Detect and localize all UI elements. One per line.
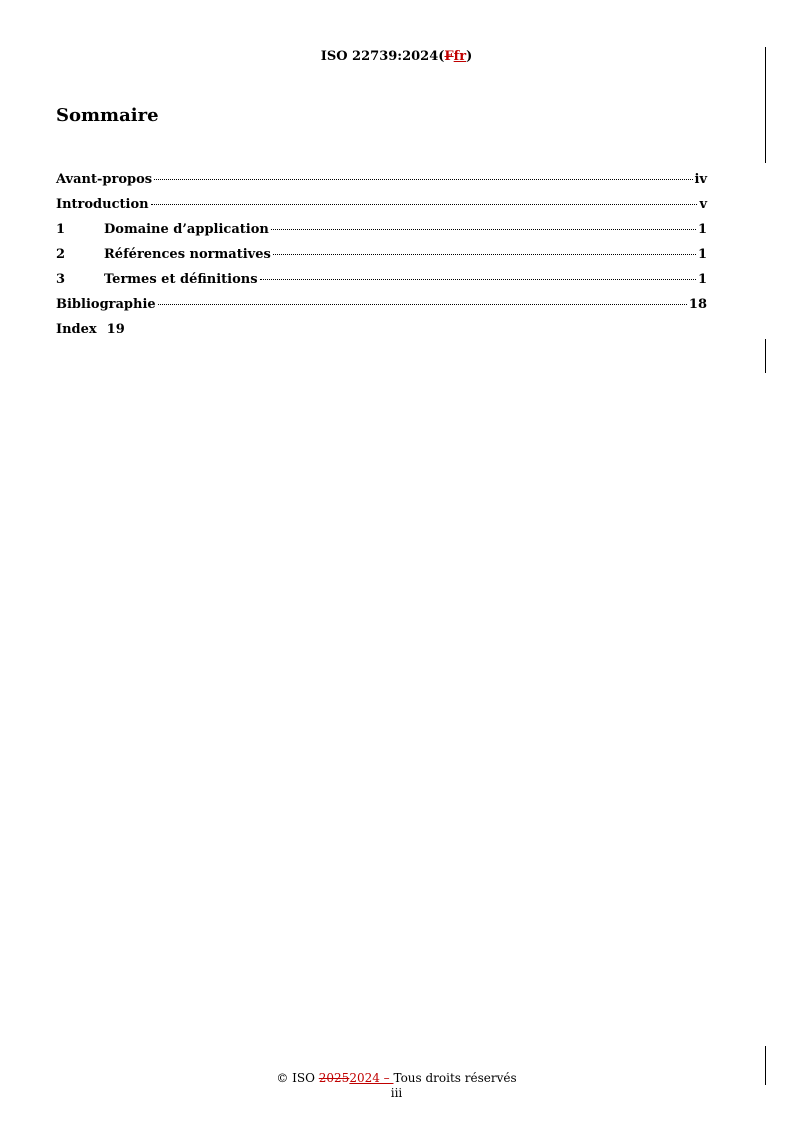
toc-label: Introduction — [56, 197, 149, 212]
toc-label: Avant-propos — [56, 172, 153, 187]
page-title: Sommaire — [56, 105, 159, 126]
toc-leader-dots — [260, 279, 696, 280]
toc-page-number: iv — [694, 172, 707, 187]
toc-page-number: 1 — [697, 222, 707, 237]
toc-leader-dots — [151, 204, 698, 205]
toc-entry-bibliographie[interactable] — [56, 297, 707, 322]
toc-entry-introduction[interactable] — [56, 197, 707, 222]
toc-entry-clause-3[interactable] — [56, 272, 707, 297]
toc-label: Bibliographie — [56, 297, 156, 312]
toc-entry-clause-1[interactable] — [56, 222, 707, 247]
document-header — [0, 49, 793, 64]
toc-entry-index[interactable] — [56, 322, 707, 347]
toc-label: Références normatives — [104, 247, 271, 262]
page-footer — [0, 1071, 793, 1101]
toc-page-number: 1 — [697, 272, 707, 287]
toc-page-number: 18 — [688, 297, 707, 312]
toc-label: Domaine d’application — [104, 222, 269, 237]
toc-entry-avant-propos[interactable] — [56, 172, 707, 197]
footer-deleted-year: 2025 — [318, 1071, 350, 1085]
toc-clause-number: 2 — [56, 247, 66, 262]
header-prefix: ISO 22739:2024( — [320, 49, 445, 64]
copyright-line — [0, 1071, 793, 1086]
footer-inserted-text: 2024 – — [349, 1071, 394, 1085]
table-of-contents — [56, 172, 707, 347]
rights-text: Tous droits réservés — [393, 1071, 517, 1085]
toc-leader-dots — [154, 179, 692, 180]
header-deleted-text: F — [444, 49, 454, 64]
toc-leader-dots — [158, 304, 687, 305]
copyright-prefix: © ISO — [276, 1071, 319, 1085]
toc-page-number: 19 — [106, 322, 125, 337]
toc-clause-number: 3 — [56, 272, 66, 287]
change-bar — [765, 47, 766, 163]
toc-clause-number: 1 — [56, 222, 66, 237]
toc-label: Index — [56, 322, 97, 337]
toc-page-number: 1 — [697, 247, 707, 262]
toc-leader-dots — [273, 254, 696, 255]
toc-label: Termes et définitions — [104, 272, 258, 287]
page-number: iii — [390, 1086, 403, 1100]
toc-leader-dots — [271, 229, 696, 230]
header-inserted-text: fr — [453, 49, 467, 64]
toc-entry-clause-2[interactable] — [56, 247, 707, 272]
header-suffix: ) — [466, 49, 473, 64]
change-bar — [765, 339, 766, 373]
toc-page-number: v — [699, 197, 707, 212]
